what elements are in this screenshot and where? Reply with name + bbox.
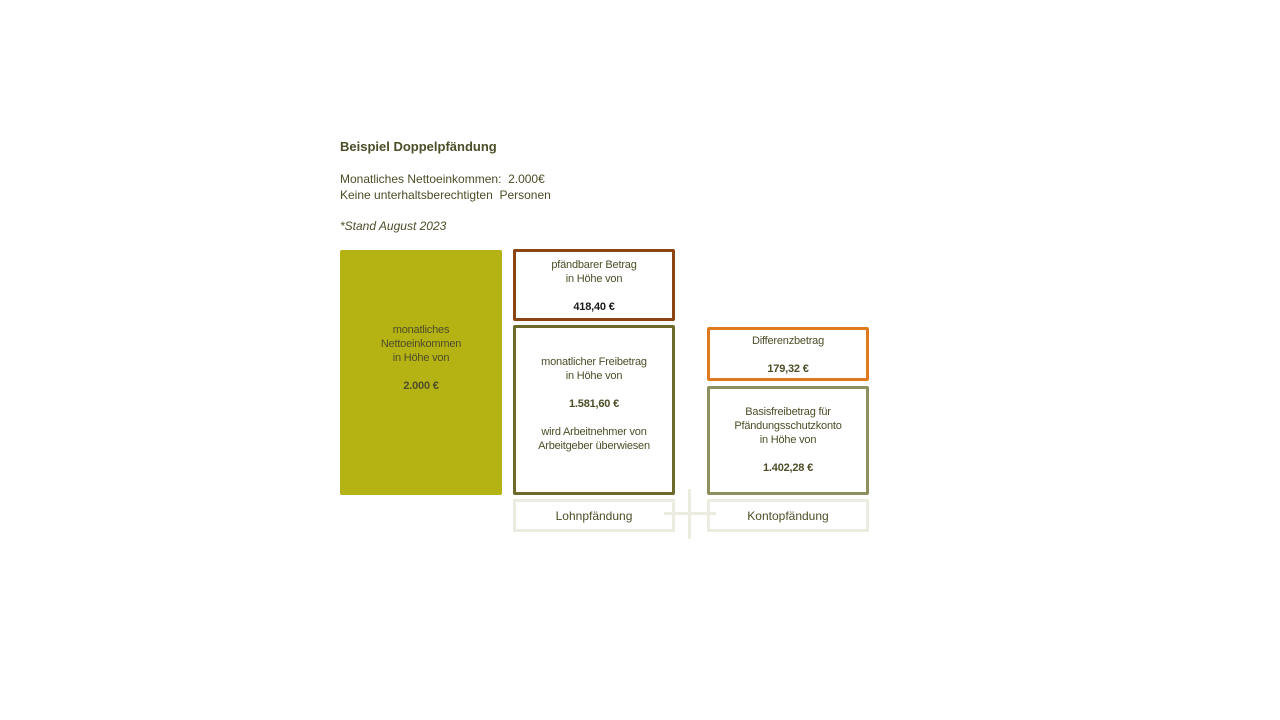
difference-box [707,327,869,381]
seizable-label-2: in Höhe von [565,273,623,285]
account-garnishment-label: Kontopfändung [707,499,869,532]
base-allowance-amount: 1.402,28 € [763,462,813,474]
income-label-2: Nettoeinkommen [380,337,462,350]
allowance-label-2: in Höhe von [565,370,623,382]
base-allowance-box [707,386,869,495]
income-label-3: in Höhe von [392,351,450,364]
wage-garnishment-label: Lohnpfändung [513,499,675,532]
base-allowance-label-2: Pfändungsschutzkonto [734,420,842,432]
difference-amount: 179,32 € [767,363,809,375]
allowance-amount: 1.581,60 € [569,398,619,410]
allowance-note-2: Arbeitgeber überwiesen [538,440,650,452]
income-line: Monatliches Nettoeinkommen: 2.000€ [340,172,545,186]
seizable-amount-box [513,249,675,321]
income-box [340,250,502,495]
income-label-1: monatliches [392,323,450,336]
allowance-box [513,325,675,495]
scenario-info [340,171,551,203]
base-allowance-label-1: Basisfreibetrag für [745,406,831,418]
seizable-label-1: pfändbarer Betrag [551,259,637,271]
income-amount: 2.000 € [403,379,439,392]
allowance-label-1: monatlicher Freibetrag [541,356,647,368]
page-title: Beispiel Doppelpfändung [340,139,497,154]
difference-label: Differenzbetrag [751,335,824,347]
date-note: *Stand August 2023 [340,219,447,233]
base-allowance-label-3: in Höhe von [759,434,817,446]
persons-line: Keine unterhaltsberechtigten Personen [340,188,551,202]
seizable-amount: 418,40 € [573,301,615,313]
allowance-note-1: wird Arbeitnehmer von [541,426,647,438]
